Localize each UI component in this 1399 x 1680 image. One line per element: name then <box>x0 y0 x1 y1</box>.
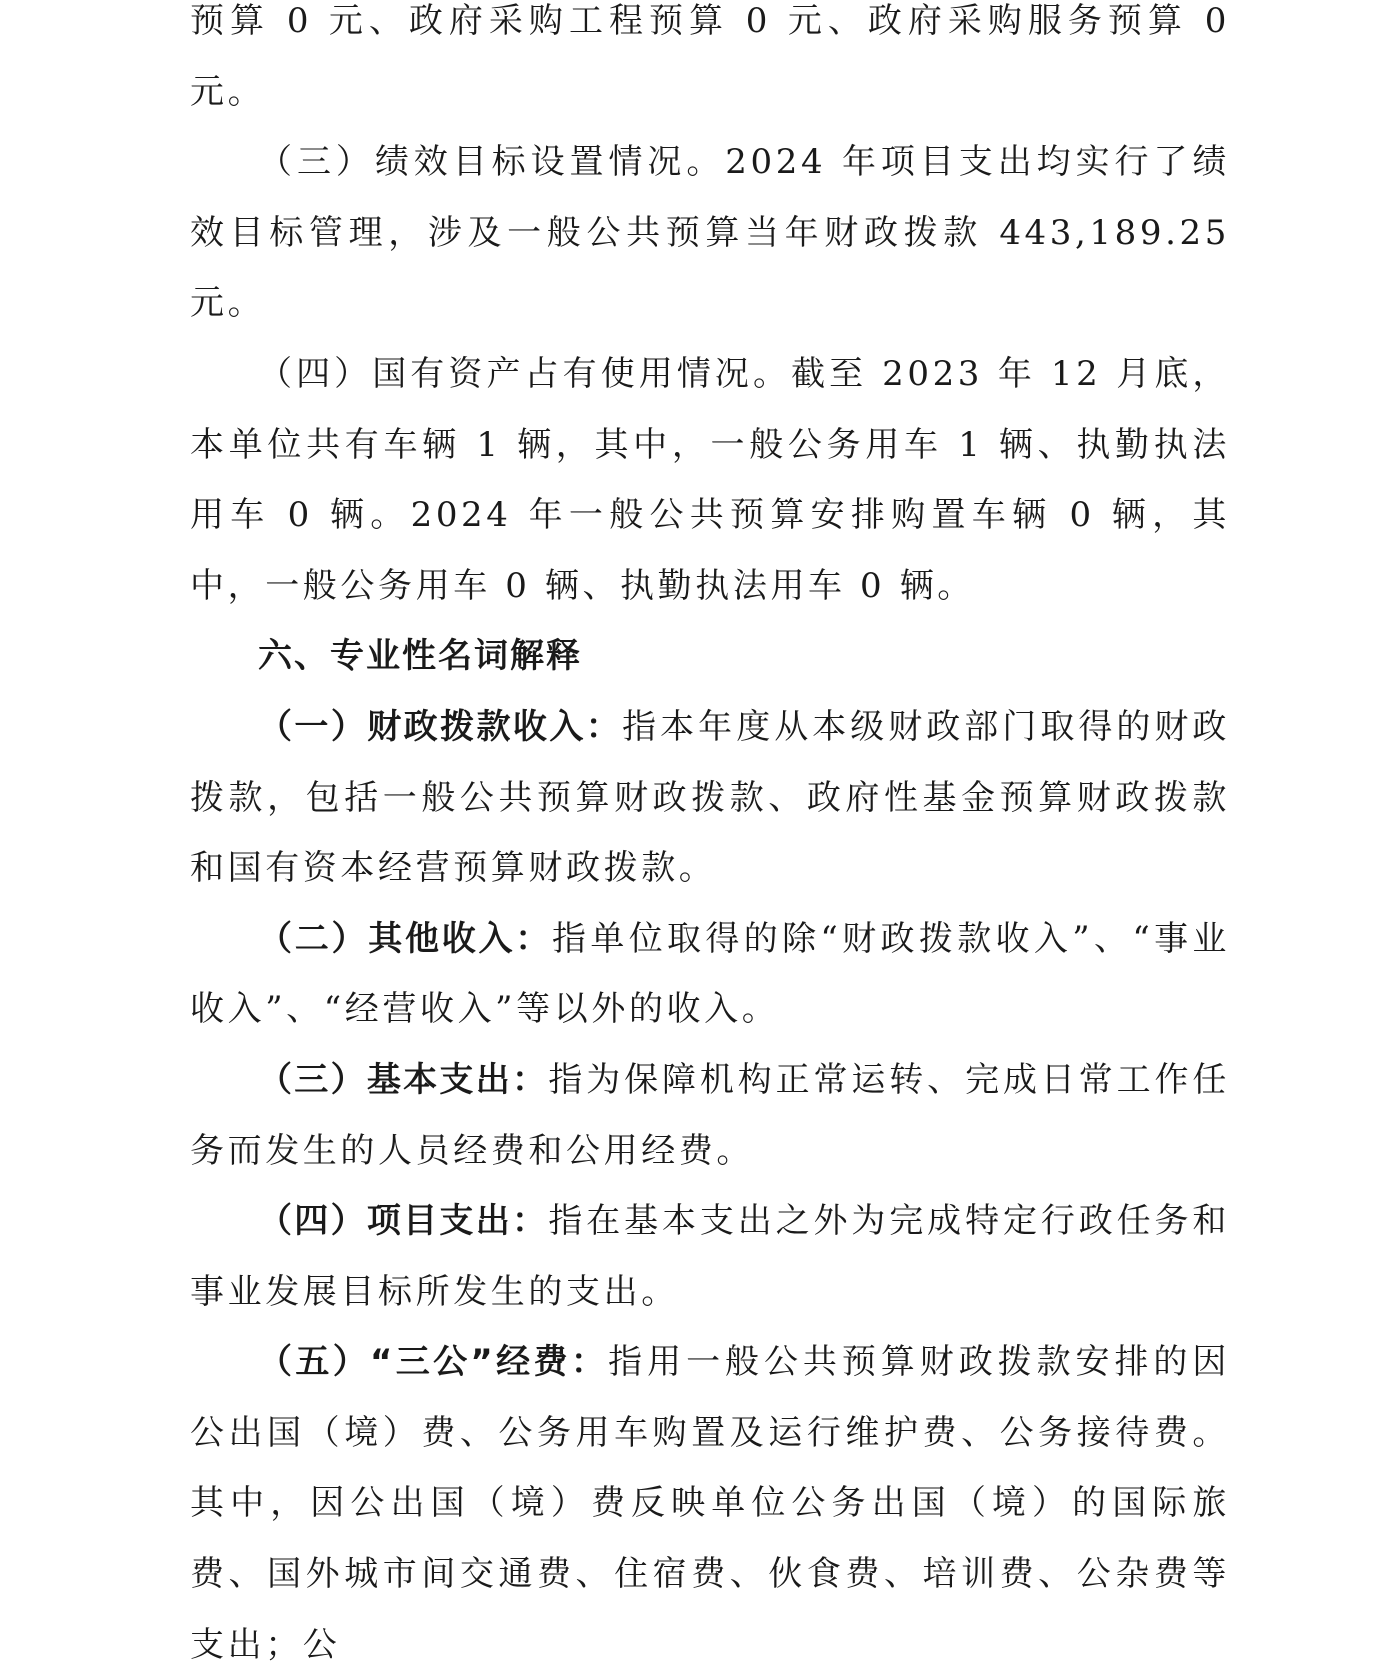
paragraph-lead: （三）绩效目标设置情况。 <box>258 142 726 183</box>
term-fiscal-appropriation-income <box>190 692 1230 904</box>
paragraph-performance-goals <box>190 127 1230 339</box>
document-page <box>190 0 1230 1680</box>
term-definition: 指在基本支出之外为完成特定行政任务和事业发展目标所发生的支出。 <box>190 1201 1230 1312</box>
paragraph-text: 截至 2023 年 12 月底，本单位共有车辆 1 辆，其中，一般公务用车 1 辆、执勤执法用车 0 辆。2024 年一般公共预算安排购置车辆 0 辆，其中，一般公务用车 0 辆、执勤执法用车 0 辆。 <box>190 353 1230 606</box>
term-label: （三）基本支出： <box>258 1059 549 1100</box>
term-definition: 指单位取得的除“财政拨款收入”、“事业收入”、“经营收入”等以外的收入。 <box>190 918 1231 1030</box>
term-label: （五）“三公”经费： <box>258 1342 609 1383</box>
term-definition: 指本年度从本级财政部门取得的财政拨款，包括一般公共预算财政拨款、政府性基金预算财政拨款和国有资本经营预算财政拨款。 <box>190 706 1230 889</box>
section-heading: 六、专业性名词解释 <box>258 636 582 677</box>
term-three-public-expenses <box>190 1327 1230 1680</box>
paragraph-state-assets <box>190 339 1230 621</box>
paragraph-text: 2024 年项目支出均实行了绩效目标管理，涉及一般公共预算当年财政拨款 443,189.25 元。 <box>190 142 1230 324</box>
term-definition: 指为保障机构正常运转、完成日常工作任务而发生的人员经费和公用经费。 <box>190 1059 1230 1171</box>
term-project-expenditure <box>190 1186 1230 1327</box>
term-label: （二）其他收入： <box>258 918 552 959</box>
term-basic-expenditure <box>190 1045 1230 1186</box>
paragraph-text: 预算 0 元、政府采购工程预算 0 元、政府采购服务预算 0 元。 <box>190 1 1230 112</box>
term-other-income <box>190 904 1230 1045</box>
term-definition: 指用一般公共预算财政拨款安排的因公出国（境）费、公务用车购置及运行维护费、公务接待费。其中，因公出国（境）费反映单位公务出国（境）的国际旅费、国外城市间交通费、住宿费、伙食费、培训费、公杂费等支出；公 <box>190 1342 1230 1665</box>
paragraph-lead: （四）国有资产占有使用情况。 <box>258 353 792 394</box>
term-label: （一）财政拨款收入： <box>258 706 623 747</box>
term-label: （四）项目支出： <box>258 1201 549 1242</box>
paragraph-continuation <box>190 0 1230 127</box>
